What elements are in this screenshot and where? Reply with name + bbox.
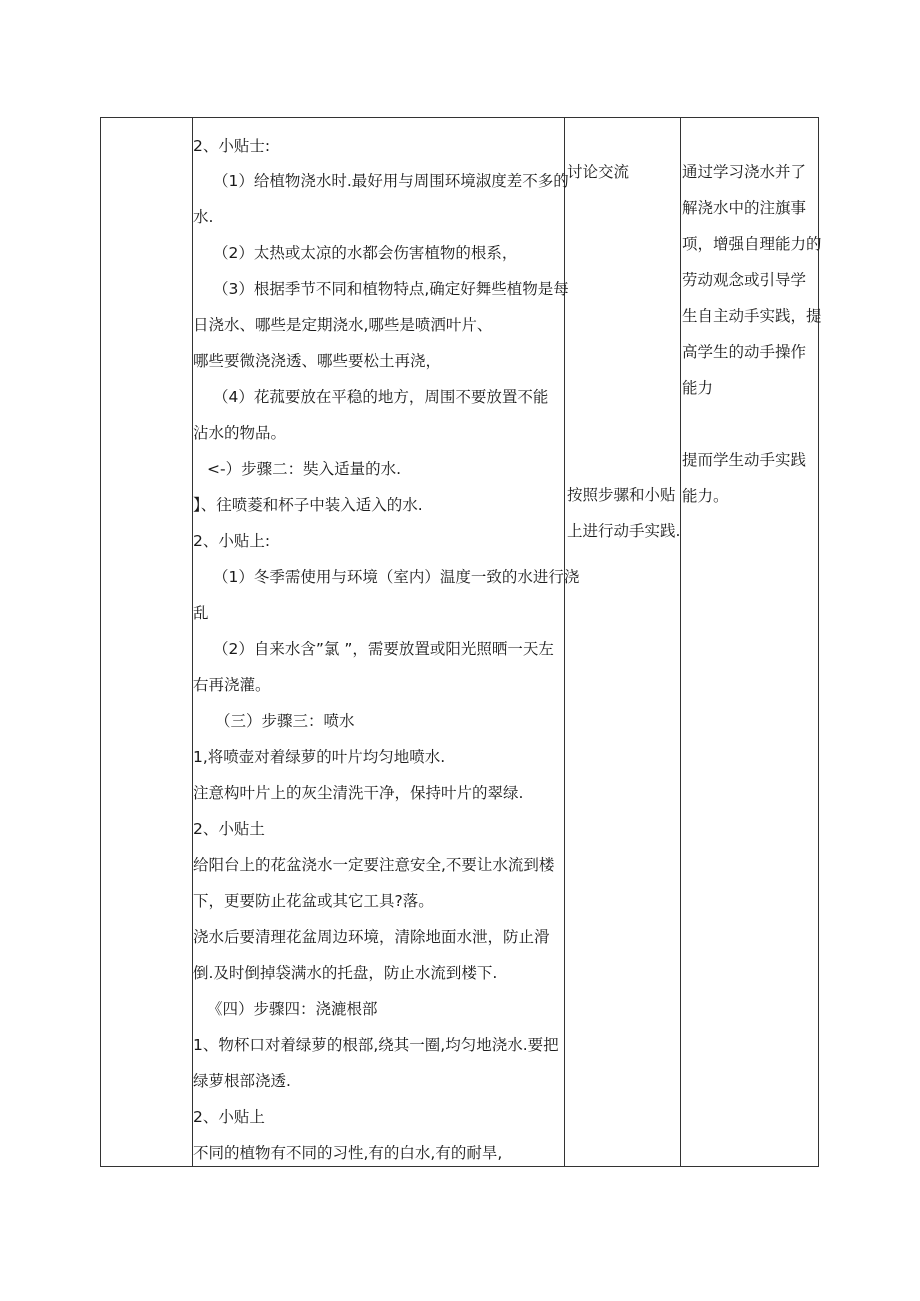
content-line: （1）给植物浇水时.最好用与周围环境淑度差不多的 bbox=[213, 172, 569, 190]
content-line: 哪些要微浇浇透、哪些要松土再浇， bbox=[193, 352, 442, 370]
content-line: 日浇水、哪些是定期浇水,哪些是喷洒叶片、 bbox=[193, 316, 493, 334]
activity-line: 按照步骡和小贴 bbox=[567, 486, 676, 504]
content-line: <-）步骤二：奘入适量的水. bbox=[207, 460, 402, 478]
activity-line: 讨论交流 bbox=[567, 163, 630, 181]
content-line: 右再浇灌。 bbox=[193, 676, 271, 694]
content-line: 乱 bbox=[193, 604, 209, 622]
content-line: （4）花菰要放在平稳的地方，周围不要放置不能 bbox=[213, 388, 549, 406]
intent-line: 能力 bbox=[682, 379, 714, 397]
content-line: （2）自来水含”氯 ”，需要放置或阳光照晒一天左 bbox=[213, 640, 554, 658]
content-line: 2、小贴土 bbox=[193, 820, 265, 838]
content-line: 1、物杯口对着绿萝的根部,绕其一圈,均匀地浇水.要把 bbox=[193, 1036, 559, 1054]
content-line: （三）步骤三：喷水 bbox=[215, 712, 355, 730]
content-line: 2、小贴上: bbox=[193, 532, 271, 550]
content-line: 浇水后要清理花盆周边环境，清除地面水泄，防止滑 bbox=[193, 928, 550, 946]
intent-line: 高学生的动手操作 bbox=[682, 343, 807, 361]
intent-line: 能力。 bbox=[682, 487, 729, 505]
content-line: 水. bbox=[193, 208, 214, 226]
content-line: （1）冬季需使用与环境（室内）温度一致的水进行浇 bbox=[213, 568, 580, 586]
content-line: 《四）步骤四：浇漉根部 bbox=[207, 1000, 378, 1018]
content-line: 倒.及时倒掉袋满水的托盘，防止水流到楼下. bbox=[193, 964, 498, 982]
column-divider-1 bbox=[192, 118, 193, 1166]
content-line: 下，更要防止花盆或其它工具?落。 bbox=[193, 892, 434, 910]
content-line: 1,将喷壶对着绿萝的叶片均匀地喷水. bbox=[193, 748, 446, 766]
intent-line: 生自主动手实践，提 bbox=[682, 307, 822, 325]
intent-line: 解浇水中的注旗事 bbox=[682, 199, 807, 217]
lesson-table bbox=[100, 117, 822, 1167]
content-line: 绿萝根部浇透. bbox=[193, 1072, 291, 1090]
activity-line: 上进行动手实践. bbox=[567, 522, 681, 540]
intent-line: 通过学习浇水并了 bbox=[682, 163, 807, 181]
column-divider-3 bbox=[680, 118, 681, 1166]
content-line: 沾水的物品。 bbox=[193, 424, 287, 442]
intent-line: 项，增强自理能力的 bbox=[682, 235, 822, 253]
content-line: 】、往喷菱和杯子中装入适入的水. bbox=[193, 496, 423, 514]
intent-line: 提而学生动手实践 bbox=[682, 451, 807, 469]
content-line: （2）太热或太凉的水都会伤害植物的根系， bbox=[213, 244, 518, 262]
content-line: 注意构叶片上的灰尘清洗干净，保持叶片的翠绿. bbox=[193, 784, 524, 802]
content-line: （3）根据季节不同和植物特点,确定好舞些植物是每 bbox=[213, 280, 569, 298]
content-line: 2、小贴士: bbox=[193, 137, 271, 155]
content-line: 不同的植物有不同的习性,有的白水,有的耐旱, bbox=[193, 1144, 503, 1162]
empty-first-column bbox=[101, 118, 192, 1166]
content-line: 给阳台上的花盆浇水一定要注意安全,不要让水流到楼 bbox=[193, 856, 555, 874]
content-line: 2、小贴上 bbox=[193, 1108, 265, 1126]
column-divider-2 bbox=[564, 118, 565, 1166]
intent-line: 劳动观念或引导学 bbox=[682, 271, 807, 289]
